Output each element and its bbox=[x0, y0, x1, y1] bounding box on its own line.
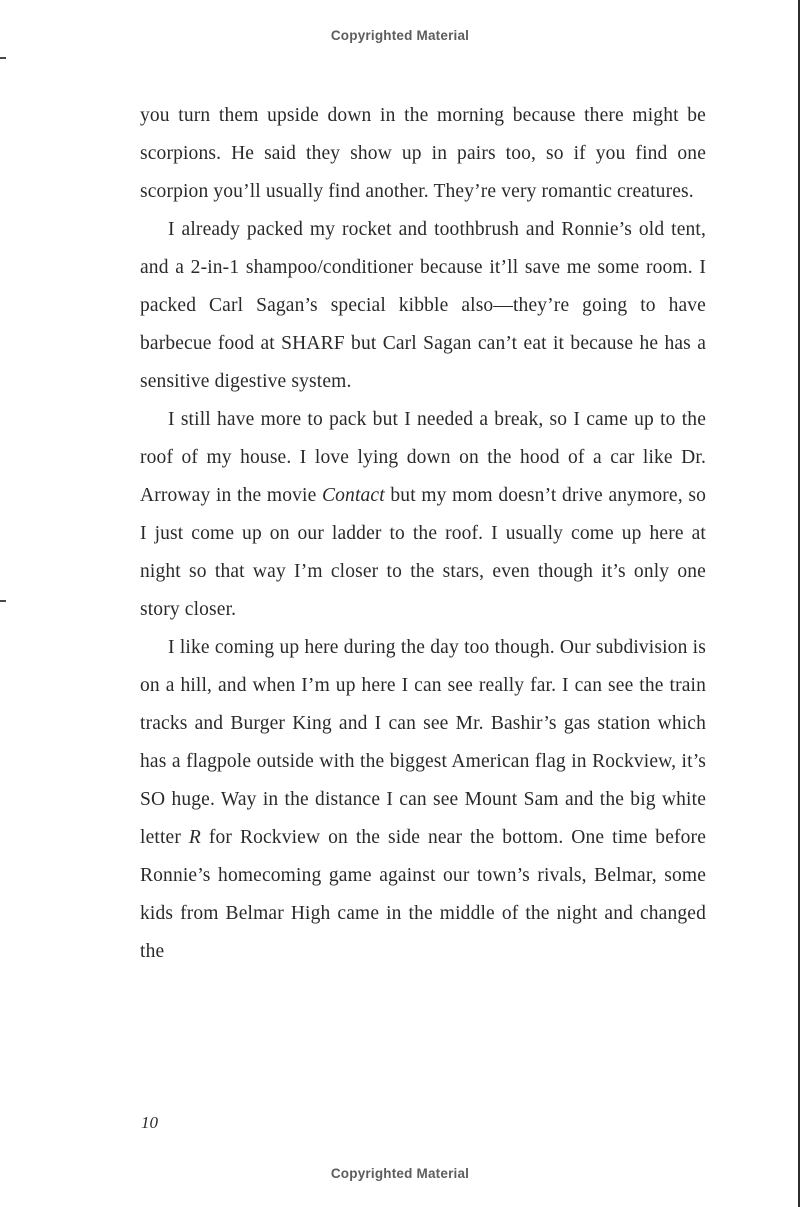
paragraph bbox=[140, 401, 706, 629]
text-run: but my mom doesn’t drive anymore, so I just come up on our ladder to the roof. I usually come up here at night so that way I’m closer to the stars, even though it’s only one story closer. bbox=[140, 485, 706, 620]
scan-edge-mark bbox=[0, 600, 6, 602]
paragraph bbox=[140, 97, 706, 211]
scan-edge-mark bbox=[0, 57, 6, 59]
paragraph bbox=[140, 629, 706, 971]
copyright-notice-bottom: Copyrighted Material bbox=[330, 1166, 470, 1181]
copyright-notice-top: Copyrighted Material bbox=[330, 28, 470, 43]
text-run: I like coming up here during the day too though. Our subdivision is on a hill, and when I’m up here I can see really far. I can see the train tracks and Burger King and I can see Mr. Bashir’s gas station which has a flagpole outside with the biggest American flag in Rockview, it’s SO huge. Way in the distance I can see Mount Sam and the big white letter bbox=[140, 637, 706, 848]
text-run: for Rockview on the side near the bottom. One time before Ronnie’s homecoming game against our town’s rivals, Belmar, some kids from Belmar High came in the middle of the night and changed the bbox=[140, 827, 707, 962]
italic-text-run: R bbox=[188, 827, 201, 848]
body-text bbox=[140, 97, 706, 971]
italic-text-run: Contact bbox=[322, 485, 385, 506]
text-run: I still have more to pack but I needed a break, so I came up to the roof of my house. I love lying down on the hood of a car like Dr. Arroway in the movie bbox=[140, 409, 706, 506]
text-run: I already packed my rocket and toothbrush and Ronnie’s old tent, and a 2-in-1 shampoo/conditioner because it’ll save me some room. I packed Carl Sagan’s special kibble also—they’re going to have barbecue food at SHARF but Carl Sagan can’t eat it because he has a sensitive digestive system. bbox=[140, 219, 706, 392]
page-number: 10 bbox=[141, 1113, 158, 1132]
paragraph bbox=[140, 211, 706, 401]
text-run: you turn them upside down in the morning because there might be scorpions. He said they show up in pairs too, so if you find one scorpion you’ll usually find another. They’re very romantic creatures. bbox=[140, 105, 706, 202]
